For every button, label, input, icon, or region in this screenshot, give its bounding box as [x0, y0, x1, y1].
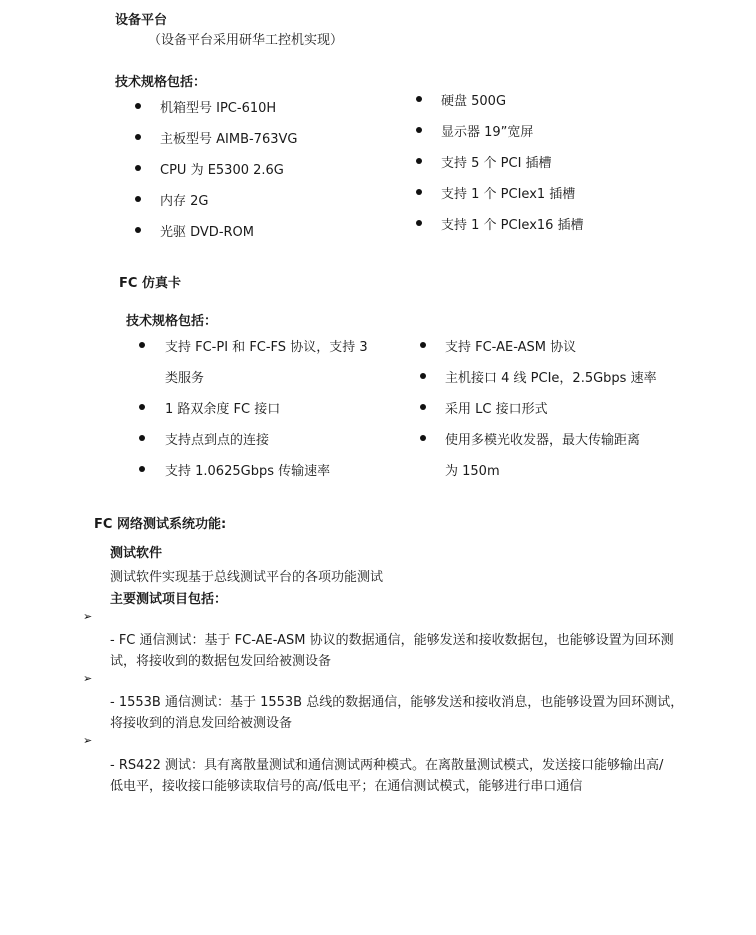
platform-right-item: 硬盘 500G	[441, 94, 507, 109]
platform-spec-heading: 技术规格包括：	[115, 75, 207, 90]
fc-right-item: 使用多模光收发器，最大传输距离	[445, 433, 641, 448]
bullet-icon	[135, 134, 141, 140]
platform-title: 设备平台	[115, 13, 168, 28]
platform-left-item: 内存 2G	[160, 194, 209, 209]
test-item-line: - 1553B 通信测试：基于 1553B 总线的数据通信，能够发送和接收消息，也能够设置为回环测试，	[110, 695, 684, 710]
software-title: 测试软件	[110, 546, 163, 561]
arrow-bullet-icon: ➢	[83, 672, 93, 685]
platform-right-item: 支持 1 个 PCIex16 插槽	[441, 218, 584, 233]
arrow-bullet-icon: ➢	[83, 610, 93, 623]
bullet-icon	[135, 103, 141, 109]
test-item-line-cont: 低电平，接收接口能够读取信号的高/低电平；在通信测试模式，能够进行串口通信	[110, 779, 583, 794]
fc-right-item-cont: 为 150m	[445, 464, 500, 479]
bullet-icon	[139, 404, 145, 410]
bullet-icon	[139, 342, 145, 348]
platform-left-item: 光驱 DVD-ROM	[160, 225, 254, 240]
fc-card-spec-heading: 技术规格包括：	[126, 314, 218, 329]
fc-right-item: 支持 FC-AE-ASM 协议	[445, 340, 577, 355]
test-items-heading: 主要测试项目包括：	[110, 592, 228, 607]
bullet-icon	[420, 404, 426, 410]
bullet-icon	[416, 158, 422, 164]
platform-right-item: 支持 1 个 PCIex1 插槽	[441, 187, 576, 202]
platform-right-item: 支持 5 个 PCI 插槽	[441, 156, 552, 171]
fc-left-item-cont: 类服务	[165, 371, 205, 386]
platform-left-item: 机箱型号 IPC-610H	[160, 101, 277, 116]
bullet-icon	[416, 189, 422, 195]
test-item-line-cont: 将接收到的消息发回给被测设备	[110, 716, 293, 731]
fc-left-item: 支持 1.0625Gbps 传输速率	[165, 464, 331, 479]
platform-subtitle: （设备平台采用研华工控机实现）	[148, 33, 344, 48]
bullet-icon	[135, 165, 141, 171]
fc-left-item: 支持 FC-PI 和 FC-FS 协议，支持 3	[165, 340, 368, 355]
test-item-line-cont: 试，将接收到的数据包发回给被测设备	[110, 654, 332, 669]
fc-card-title: FC 仿真卡	[119, 276, 181, 291]
platform-right-item: 显示器 19”宽屏	[441, 125, 534, 140]
bullet-icon	[420, 373, 426, 379]
test-item-line: - RS422 测试：具有离散量测试和通信测试两种模式。在离散量测试模式，发送接口能够输出高/	[110, 758, 664, 773]
fc-right-item: 主机接口 4 线 PCIe，2.5Gbps 速率	[445, 371, 657, 386]
fc-left-item: 支持点到点的连接	[165, 433, 270, 448]
bullet-icon	[416, 220, 422, 226]
fc-left-item: 1 路双余度 FC 接口	[165, 402, 281, 417]
bullet-icon	[135, 227, 141, 233]
bullet-icon	[135, 196, 141, 202]
test-item-line: - FC 通信测试：基于 FC-AE-ASM 协议的数据通信，能够发送和接收数据包，也能够设置为回环测	[110, 633, 674, 648]
platform-left-item: 主板型号 AIMB-763VG	[160, 132, 298, 147]
arrow-bullet-icon: ➢	[83, 734, 93, 747]
software-desc: 测试软件实现基于总线测试平台的各项功能测试	[110, 570, 384, 585]
fc-right-item: 采用 LC 接口形式	[445, 402, 548, 417]
bullet-icon	[416, 127, 422, 133]
platform-left-item: CPU 为 E5300 2.6G	[160, 163, 284, 178]
bullet-icon	[420, 342, 426, 348]
system-title: FC 网络测试系统功能:	[94, 517, 227, 532]
bullet-icon	[139, 466, 145, 472]
bullet-icon	[420, 435, 426, 441]
bullet-icon	[416, 96, 422, 102]
bullet-icon	[139, 435, 145, 441]
